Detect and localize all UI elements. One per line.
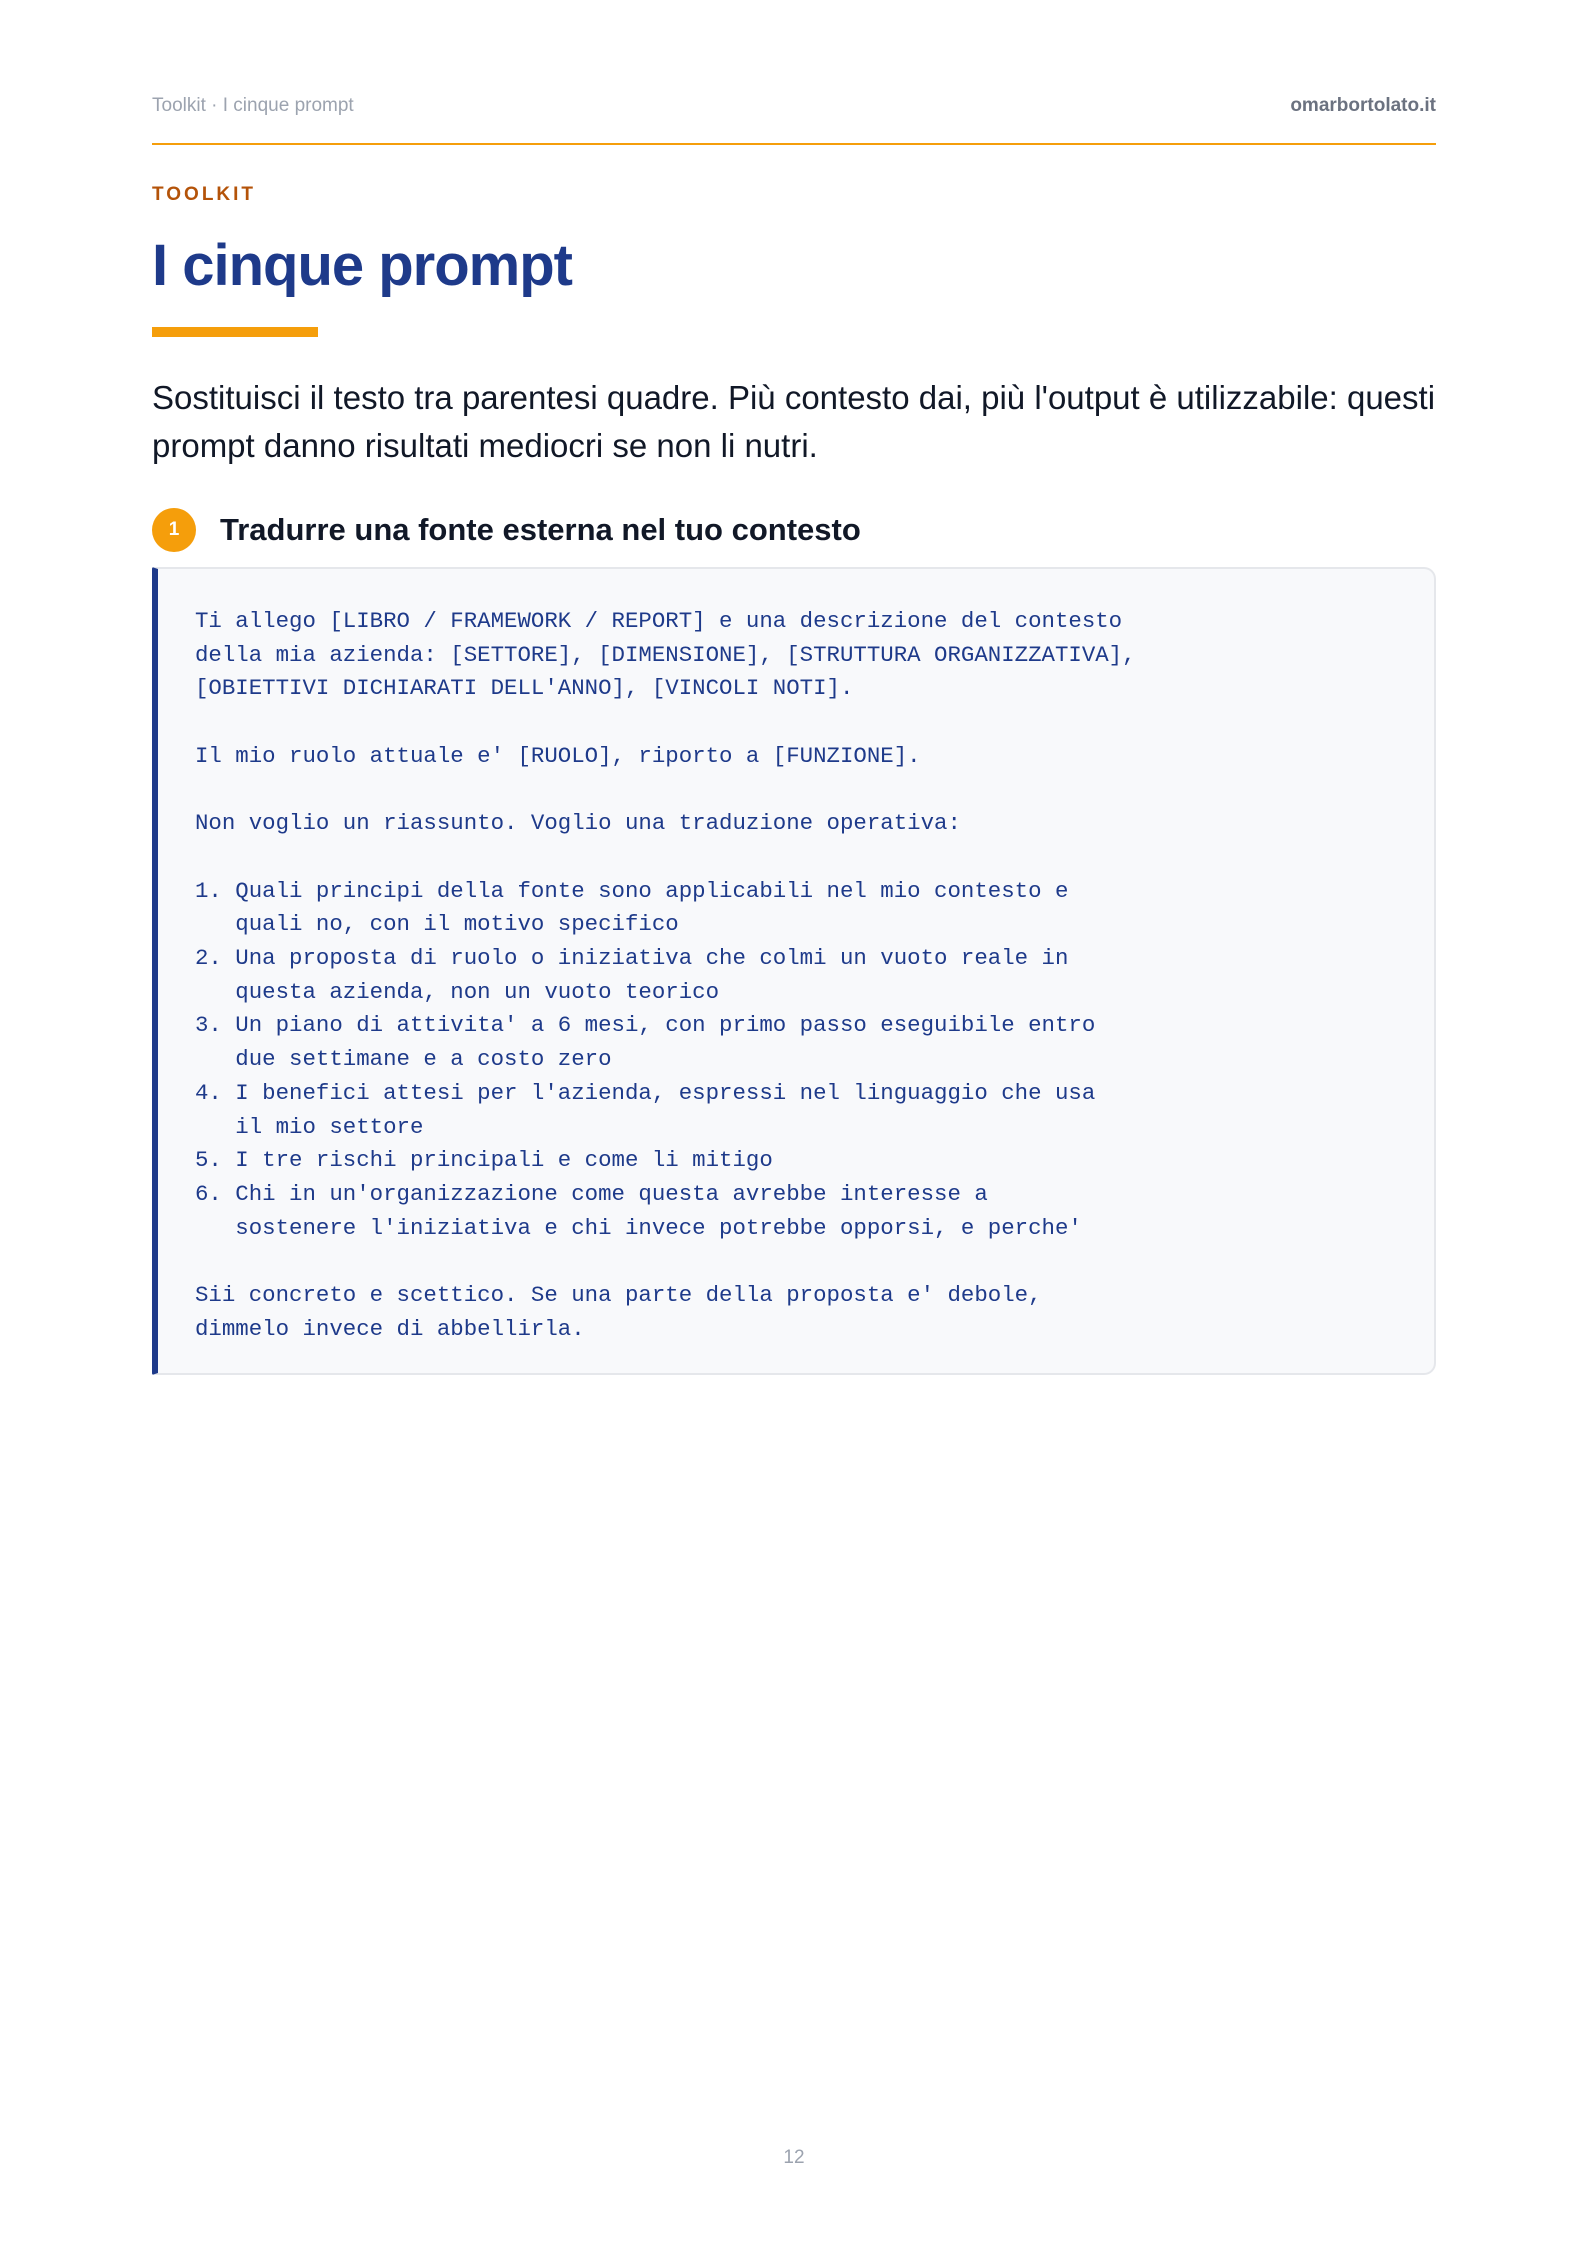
number-badge: 1 xyxy=(152,508,196,552)
page-title: I cinque prompt xyxy=(152,233,572,298)
header-site-name: omarbortolato.it xyxy=(1290,95,1436,116)
prompt-heading xyxy=(152,506,861,554)
intro-paragraph: Sostituisci il testo tra parentesi quadre. Più contesto dai, più l'output è utilizzabile: questi prompt danno risultati mediocri se non li nutri. xyxy=(152,379,1436,464)
header-breadcrumb: Toolkit · I cinque prompt xyxy=(152,95,354,116)
section-kicker: TOOLKIT xyxy=(152,184,257,205)
prompt-title: Tradurre una fonte esterna nel tuo contesto xyxy=(220,512,861,547)
page-header xyxy=(152,92,1436,120)
header-divider xyxy=(152,143,1436,145)
title-underline xyxy=(152,327,318,337)
prompt-code-block xyxy=(152,567,1436,1375)
document-page xyxy=(152,0,1436,2244)
page-number: 12 xyxy=(783,2147,805,2168)
prompt-text: Ti allego [LIBRO / FRAMEWORK / REPORT] e una descrizione del contesto della mia azienda: [SETTORE], [DIMENSIONE], [STRUTTURA ORGANIZZATIVA], [OBIETTIVI DICHIARATI DELL'ANNO], [VINCOLI NOTI]. Il mio ruolo attuale e' [RUOLO], riporto a [FUNZIONE]. Non voglio un riassunto. Voglio una traduzione operativa: 1. Quali principi della fonte sono applicabili nel mio contesto e quali no, con il motivo specifico 2. Una proposta di ruolo o iniziativa che colmi un vuoto reale in questa azienda, non un vuoto teorico 3. Un piano di attivita' a 6 mesi, con primo passo eseguibile entro due settimane e a costo zero 4. I benefici attesi per l'azienda, espressi nel linguaggio che usa il mio settore 5. I tre rischi principali e come li mitigo 6. Chi in un'organizzazione come questa avrebbe interesse a sostenere l'iniziativa e chi invece potrebbe opporsi, e perche' Sii concreto e scettico. Se una parte della proposta e' debole, dimmelo invece di abbellirla. xyxy=(195,608,1136,1342)
